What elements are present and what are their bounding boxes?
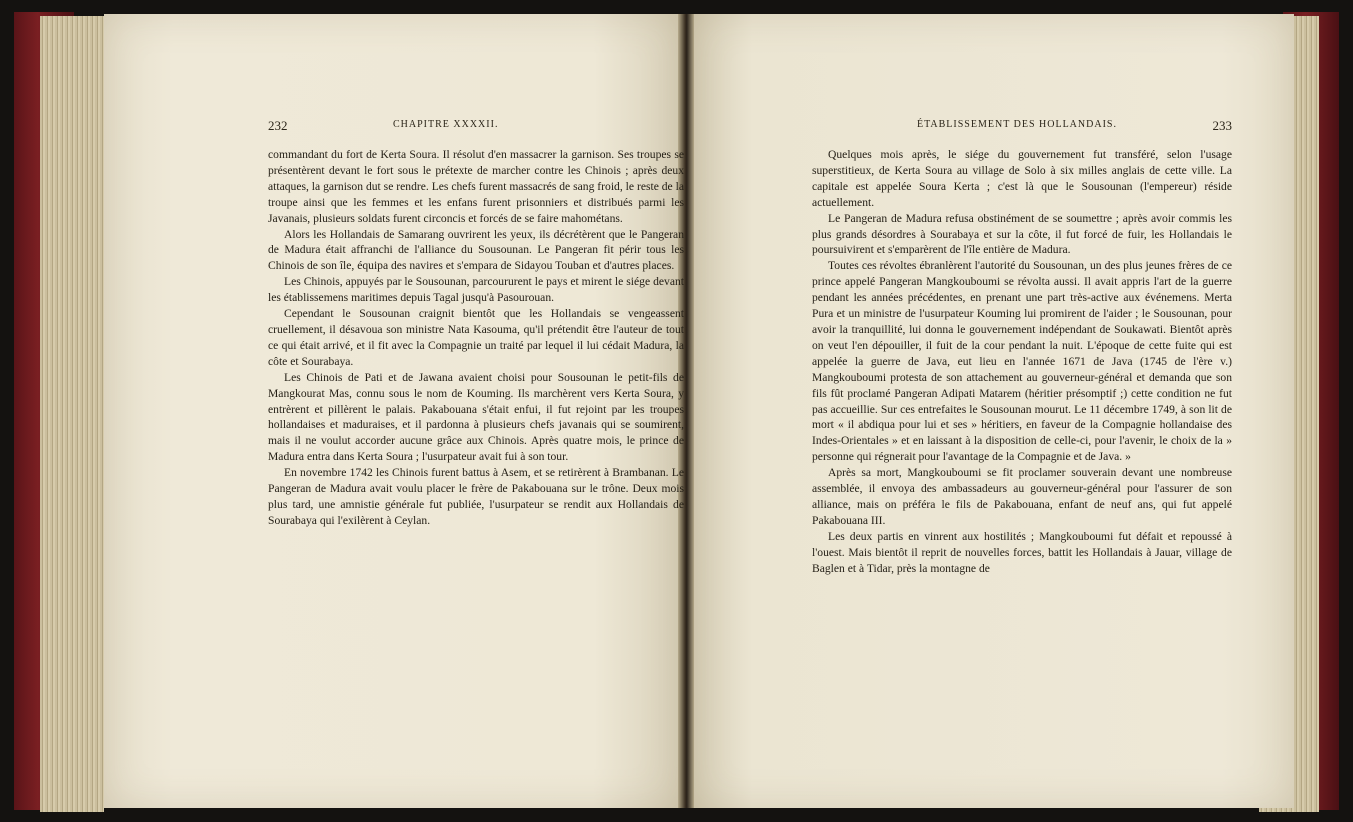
paragraph: Toutes ces révoltes ébranlèrent l'autorité du Sousounan, un des plus jeunes frères de ce prince appelé Pangeran Mangkouboumi se révolta aussi. Il avait appris l'art de la guerre pendant les années précédentes, en prenant une part très-active aux événemens. Merta Pura et un ministre de l'usurpateur Kouming lui promirent de l'aider ; le Sousounan, pour avoir la tranquillité, lui donna le gouvernement indépendant de Soukawati. Bientôt après on veut l'en dépouiller, il fuit de la cour pendant la nuit. L'époque de cette fuite qui est appelée la guerre de Java, eut lieu en l'année 1671 de Java (1745 de l'ère v.) Mangkouboumi protesta de son attachement au gouverneur-général et demanda que son fils fût proclamé Pangeran Adipati Matarem (héritier présomptif ;) cette condition ne fut pas accueillie. Sur ces entrefaites le Sousounan mourut. Le 11 décembre 1749, à son lit de mort « il abdiqua pour lui et ses » héritiers, en faveur de la Compagnie hollandaise des Indes-Orientales » et en laissant à la disposition de celle-ci, pour l'avenir, le choix de la » personne qui régnerait pour l'avantage de la Compagnie et de Java. » [812, 259, 1232, 464]
paragraph: Après sa mort, Mangkouboumi se fit proclamer souverain devant une nombreuse assemblée, il envoya des ambassadeurs au gouverneur-général pour l'assurer de son alliance, mais on préféra le fils de Pakabouana, enfant de neuf ans, qui fut appelé Pakabouana III. [812, 466, 1232, 527]
right-running-title: ÉTABLISSEMENT DES HOLLANDAIS. [917, 119, 1117, 130]
page-edges-left [40, 16, 104, 812]
paragraph: Les Chinois de Pati et de Jawana avaient choisi pour Sousounan le petit-fils de Mangkourat Mas, connu sous le nom de Kouming. Ils marchèrent vers Kerta Soura, y entrèrent et pillèrent le palais. Pakabouana s'était enfui, il fut rejoint par les troupes hollandaises et maduraises, et il pardonna à plusieurs chefs javanais qui se soumirent, mais il ne voulut accorder aucune grâce aux Chinois. Après quatre mois, le prince de Madura entra dans Kerta Soura ; l'usurpateur avait fui à son tour. [268, 370, 684, 464]
paragraph: Quelques mois après, le siége du gouvernement fut transféré, selon l'usage superstitieux, de Kerta Soura au village de Solo à six milles anglais de cette ville. La capitale est appelée Soura Kerta ; c'est là que le Sousounan (l'empereur) réside actuellement. [812, 148, 1232, 209]
paragraph: Alors les Hollandais de Samarang ouvrirent les yeux, ils décrétèrent que le Pangeran de Madura était affranchi de l'alliance du Sousounan. Le Pangeran fit périr tous les Chinois de son île, équipa des navires et s'empara de Sidayou Touban et d'autres places. [268, 227, 684, 273]
right-page-text [812, 147, 1232, 576]
paragraph: Les Chinois, appuyés par le Sousounan, parcoururent le pays et mirent le siége devant les établissemens maritimes depuis Tagal jusqu'à Pasourouan. [268, 275, 684, 305]
paragraph: En novembre 1742 les Chinois furent battus à Asem, et se retirèrent à Brambanan. Le Pangeran de Madura avait voulu placer le frère de Pakabouana sur le trône. Deux mois plus tard, une amnistie générale fut publiée, l'usurpateur se rendit aux Hollandais de Sourabaya qui l'exilèrent à Ceylan. [268, 466, 684, 527]
paragraph: Les deux partis en vinrent aux hostilités ; Mangkouboumi fut défait et repoussé à l'ouest. Mais bientôt il reprit de nouvelles forces, battit les Hollandais à Jauar, village de Baglen et à Tidar, près la montagne de [812, 529, 1232, 575]
left-page-header [268, 118, 684, 136]
left-running-title: CHAPITRE XXXXII. [393, 119, 499, 130]
paragraph: commandant du fort de Kerta Soura. Il résolut d'en massacrer la garnison. Ses troupes se présentèrent devant le fort sous le prétexte de marcher contre les Chinois ; après deux attaques, la garnison dut se rendre. Les chefs furent massacrés de sang froid, le reste de la troupe ainsi que les femmes et les enfans furent prisonniers et distribués parmi les Javanais, plusieurs soldats furent circoncis et forcés de se faire mahométans. [268, 148, 684, 225]
left-page-text [268, 147, 684, 529]
paragraph: Le Pangeran de Madura refusa obstinément de se soumettre ; après avoir commis les plus grands désordres à Sourabaya et sur la côte, il fut forcé de fuir, les Hollandais le poursuivirent et s'emparèrent de l'île entière de Madura. [812, 211, 1232, 257]
right-page-header [812, 118, 1232, 136]
left-page-number: 232 [268, 118, 288, 133]
right-page-number: 233 [1212, 118, 1232, 133]
paragraph: Cependant le Sousounan craignit bientôt que les Hollandais se vengeassent cruellement, il désavoua son ministre Nata Kasouma, qu'il prétendit être l'auteur de tout ce qui était arrivé, et il fit avec la Compagnie un traité par lequel il lui cédait Madura, la côte et Sourabaya. [268, 307, 684, 368]
